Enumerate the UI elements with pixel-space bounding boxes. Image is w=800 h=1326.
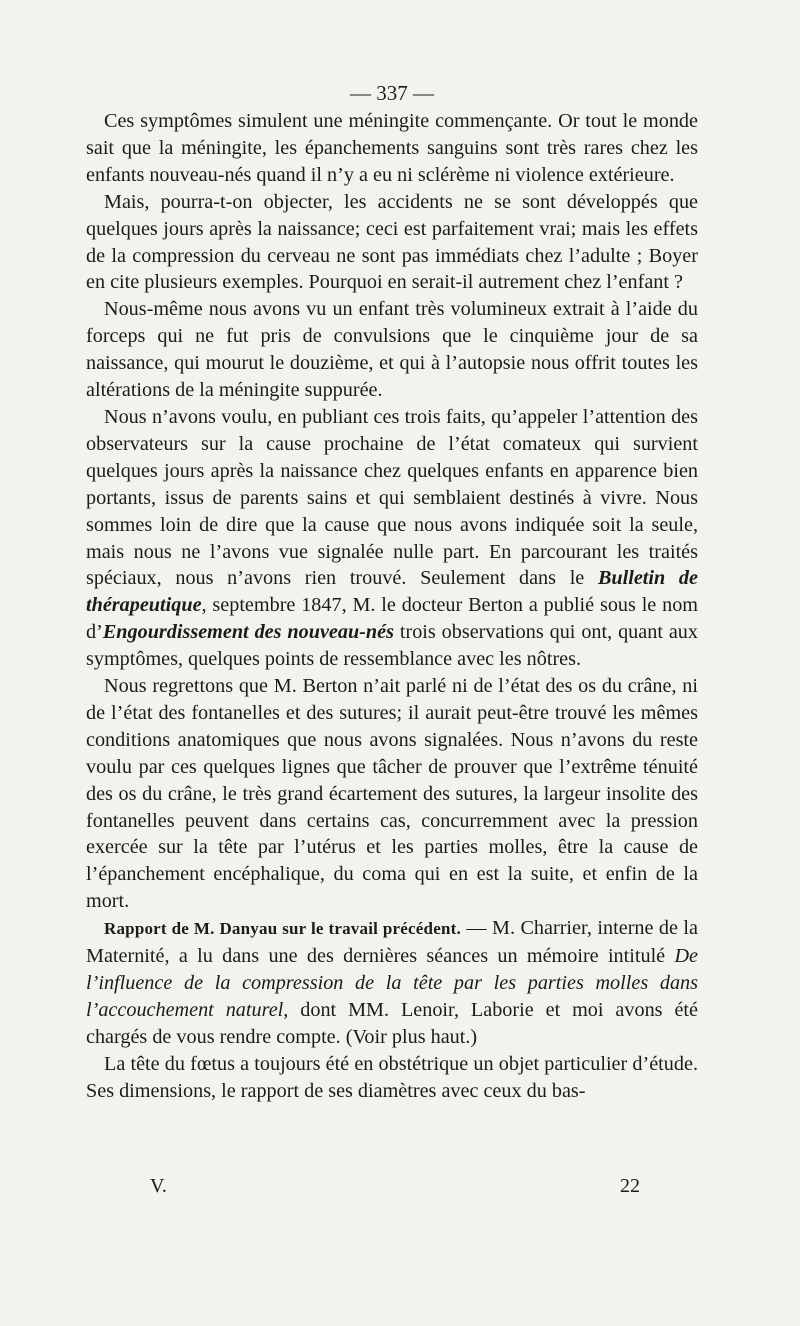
rapport-heading: Rapport de M. Danyau sur le travail précédent. [104,919,461,939]
bulletin-title: Bulletin de thérapeutique [86,567,698,617]
paragraph-4 [86,404,698,673]
page-body [86,78,698,1105]
page-footer [150,1172,640,1200]
paragraph-4-text-b: , septembre 1847, M. le docteur Berton a publié sous le nom d’ [86,594,698,644]
paragraph-3: Nous-même nous avons vu un enfant très volumineux extrait à l’aide du forceps qui ne fut pris de convulsions que le cinquième jour de sa naissance, qui mourut le douzième, et qui à l’autopsie nous offrit toutes les altérations de la méningite suppurée. [86,298,698,402]
paragraph-4-text-a: Nous n’avons voulu, en publiant ces trois faits, qu’appeler l’attention des observateurs sur la cause prochaine de l’état comateux qui survient quelques jours après la naissance chez quelques enfants en apparence bien portants, issus de parents sains et qui semblaient destinés à vivre. Nous sommes loin de dire que la cause que nous avons indiquée soit la seule, mais nous ne l’avons vue signalée nulle part. En parcourant les traités spéciaux, nous n’avons rien trouvé. Seulement dans le [86,405,698,590]
paragraph-5: Nous regrettons que M. Berton n’ait parlé ni de l’état des os du crâne, ni de l’état des fontanelles et des sutures; il aurait peut-être trouvé les mêmes conditions anatomiques que nous avons signalées. Nous n’avons du reste voulu par ces quelques lignes que tâcher de prouver que l’extrême ténuité des os du crâne, le très grand écartement des sutures, la largeur insolite des fontanelles peuvent dans certains cas, concurremment avec la pression exercée sur la tête par l’utérus et les parties molles, être la cause de l’épanchement encéphalique, du coma qui en est la suite, et enfin de la mort. [86,675,698,913]
page-number-header: — 337 — [350,81,434,105]
paragraph-7: La tête du fœtus a toujours été en obstétrique un objet particulier d’étude. Ses dimensions, le rapport de ses diamètres avec ceux du bas- [86,1052,698,1102]
sheet-number: 22 [620,1175,640,1197]
paragraph-6-text-a: — M. Charrier, interne de la Maternité, a lu dans une des dernières séances un mémoire intitulé [86,917,698,968]
engourdissement-title: Engourdissement des nouveau-nés [102,621,394,644]
signature-mark: V. [150,1175,167,1197]
paragraph-2: Mais, pourra-t-on objecter, les accidents ne se sont développés que quelques jours après la naissance; ceci est parfaitement vrai; mais les effets de la compression du cerveau ne sont pas immédiats chez l’adulte ; Boyer en cite plusieurs exemples. Pourquoi en serait-il autrement chez l’enfant ? [86,190,698,294]
paragraph-6 [86,915,698,1051]
paragraph-6-text-b: , dont MM. Lenoir, Laborie et moi avons été chargés de vous rendre compte. (Voir plus haut.) [86,998,698,1048]
paragraph-1: Ces symptômes simulent une méningite commençante. Or tout le monde sait que la méningite, les épanchements sanguins sont très rares chez les enfants nouveau-nés quand il n’y a eu ni sclérème ni violence extérieure. [86,110,698,186]
paragraph-4-text-c: trois observations qui ont, quant aux symptômes, quelques points de ressemblance avec les nôtres. [86,621,698,671]
memoire-title: De l’influence de la compression de la tête par les parties molles dans l’accouchement naturel [86,945,698,1021]
